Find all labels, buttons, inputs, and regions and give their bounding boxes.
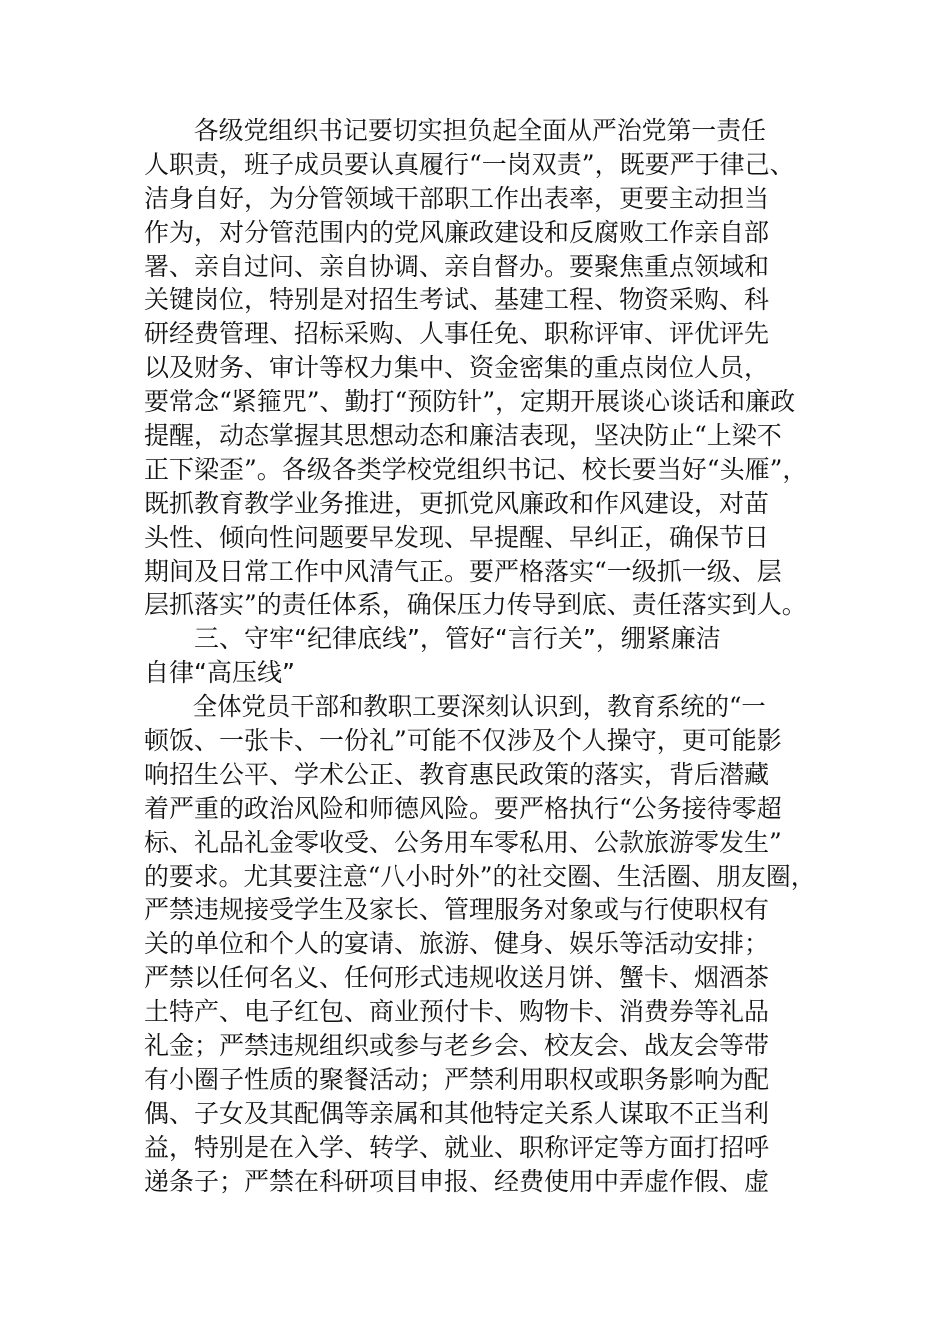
text-line: 关键岗位，特别是对招生考试、基建工程、物资采购、科 bbox=[144, 285, 770, 315]
text-line: 研经费管理、招标采购、人事任免、职称评审、评优评先 bbox=[144, 319, 770, 349]
paragraph-responsibility bbox=[144, 114, 814, 622]
text-line: 着严重的政治风险和师德风险。要严格执行“公务接待零超 bbox=[144, 793, 782, 823]
text-line: 响招生公平、学术公正、教育惠民政策的落实，背后潜藏 bbox=[144, 759, 770, 789]
text-line: 礼金；严禁违规组织或参与老乡会、校友会、战友会等带 bbox=[144, 1031, 770, 1061]
text-line: 顿饭、一张卡、一份礼”可能不仅涉及个人操守，更可能影 bbox=[144, 726, 782, 756]
text-line: 递条子；严禁在科研项目申报、经费使用中弄虚作假、虚 bbox=[144, 1166, 770, 1196]
text-line: 全体党员干部和教职工要深刻认识到，教育系统的“一 bbox=[192, 692, 766, 722]
text-line: 土特产、电子红包、商业预付卡、购物卡、消费券等礼品 bbox=[144, 997, 770, 1027]
document-body bbox=[144, 114, 814, 1199]
section-heading-three bbox=[144, 622, 814, 690]
text-line: 头性、倾向性问题要早发现、早提醒、早纠正，确保节日 bbox=[144, 522, 770, 552]
text-line: 期间及日常工作中风清气正。要严格落实“一级抓一级、层 bbox=[144, 556, 782, 586]
text-line: 提醒，动态掌握其思想动态和廉洁表现，坚决防止“上梁不 bbox=[144, 421, 782, 451]
text-line: 以及财务、审计等权力集中、资金密集的重点岗位人员， bbox=[144, 353, 770, 383]
text-line: 偶、子女及其配偶等亲属和其他特定关系人谋取不正当利 bbox=[144, 1098, 770, 1128]
text-line: 有小圈子性质的聚餐活动；严禁利用职权或职务影响为配 bbox=[144, 1064, 770, 1094]
text-line: 益，特别是在入学、转学、就业、职称评定等方面打招呼 bbox=[144, 1132, 770, 1162]
text-line: 严禁以任何名义、任何形式违规收送月饼、蟹卡、烟酒茶 bbox=[144, 963, 770, 993]
text-line: 关的单位和个人的宴请、旅游、健身、娱乐等活动安排； bbox=[144, 929, 770, 959]
text-line: 层抓落实”的责任体系，确保压力传导到底、责任落实到人。 bbox=[144, 590, 807, 620]
text-line: 作为，对分管范围内的党风廉政建设和反腐败工作亲自部 bbox=[144, 217, 770, 247]
text-line: 严禁违规接受学生及家长、管理服务对象或与行使职权有 bbox=[144, 895, 770, 925]
text-line: 各级党组织书记要切实担负起全面从严治党第一责任 bbox=[193, 116, 767, 145]
text-line: 要常念“紧箍咒”、勤打“预防针”，定期开展谈心谈话和廉政 bbox=[144, 387, 796, 417]
text-line: 标、礼品礼金零收受、公务用车零私用、公款旅游零发生” bbox=[144, 827, 782, 857]
paragraph-discipline bbox=[144, 690, 814, 1198]
text-line: 洁身自好，为分管领域干部职工作出表率，更要主动担当 bbox=[144, 183, 770, 213]
text-line: 署、亲自过问、亲自协调、亲自督办。要聚焦重点领域和 bbox=[144, 251, 770, 281]
heading-line: 自律“高压线” bbox=[144, 658, 295, 688]
text-line: 正下梁歪”。各级各类学校党组织书记、校长要当好“头雁”， bbox=[144, 454, 808, 484]
text-line: 的要求。尤其要注意“八小时外”的社交圈、生活圈、朋友圈， bbox=[144, 861, 816, 891]
text-line: 人职责，班子成员要认真履行“一岗双责”，既要严于律己、 bbox=[144, 149, 795, 179]
text-line: 既抓教育教学业务推进，更抓党风廉政和作风建设，对苗 bbox=[144, 488, 770, 518]
heading-line: 三、守牢“纪律底线”，管好“言行关”，绷紧廉洁 bbox=[194, 624, 721, 654]
